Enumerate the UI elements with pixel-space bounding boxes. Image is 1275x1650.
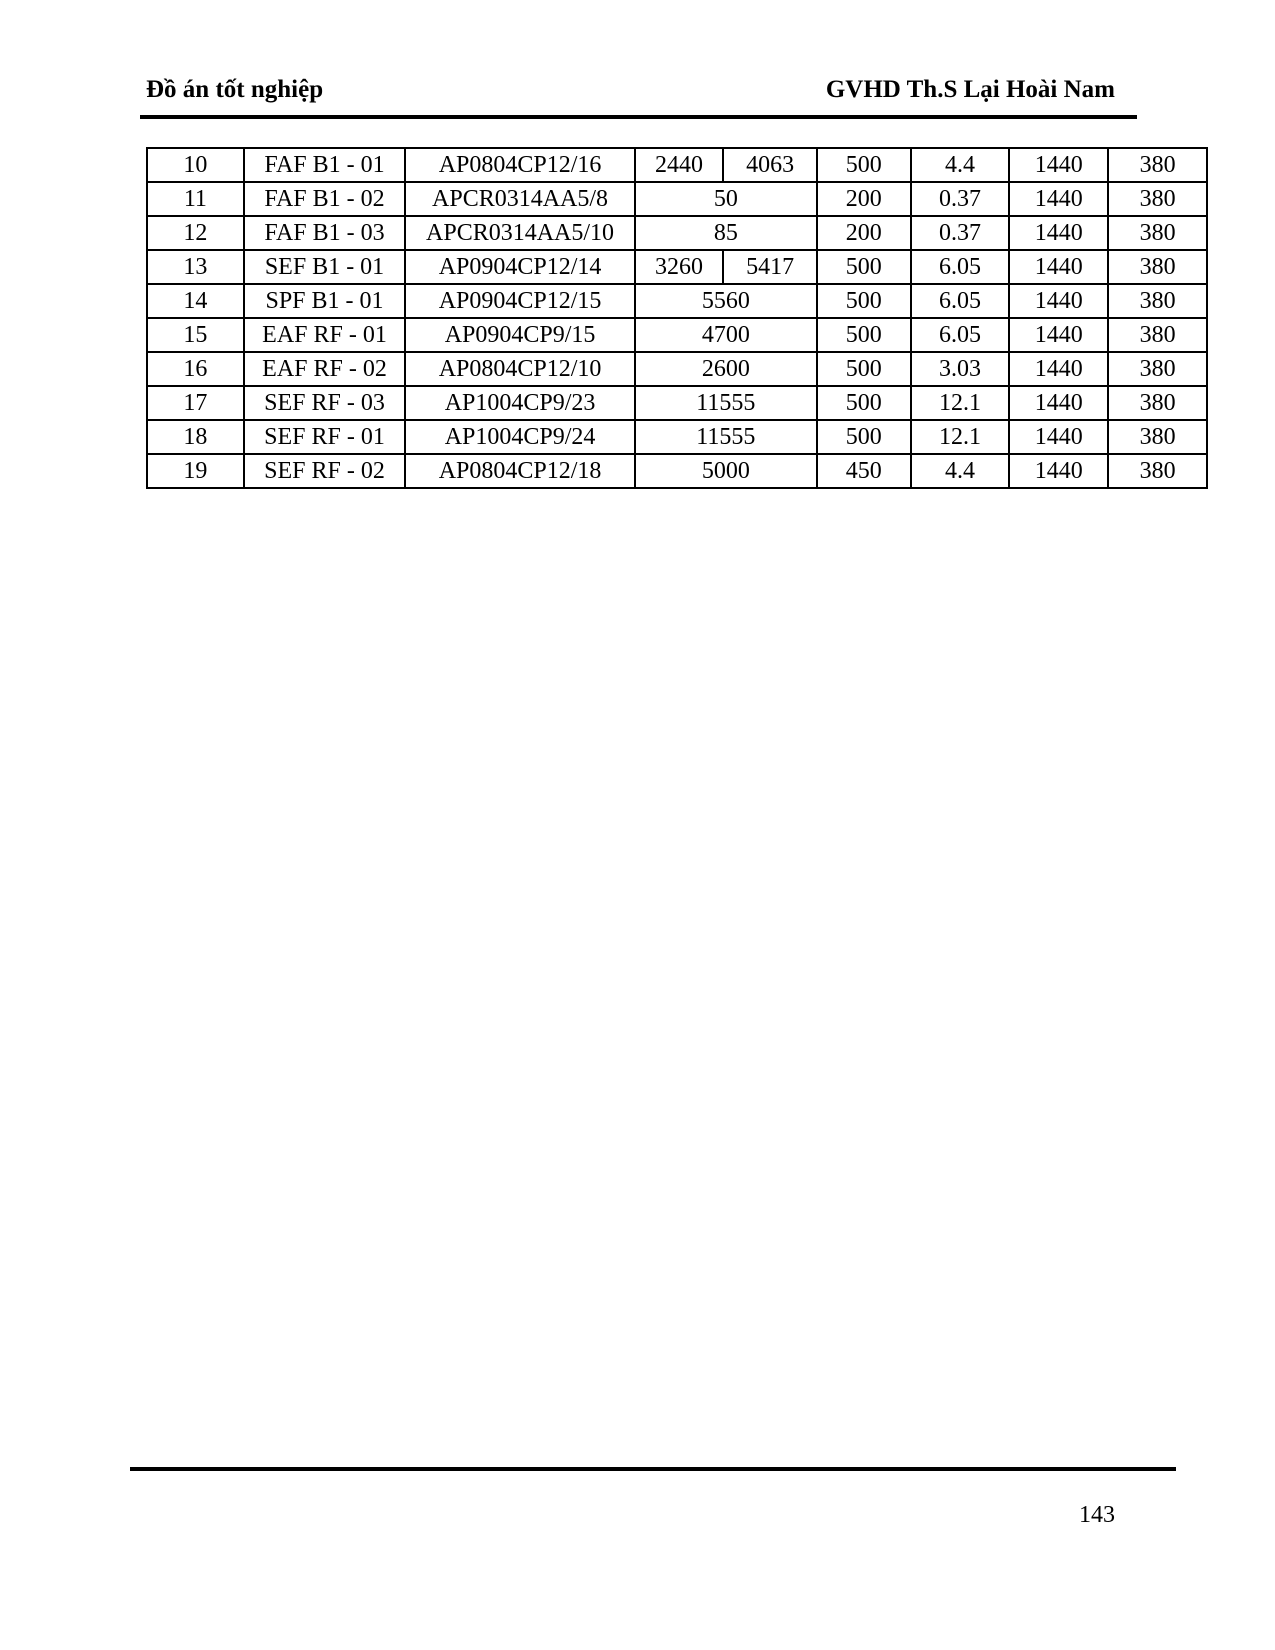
table-row [147,318,1207,352]
header-left-title: Đồ án tốt nghiệp [146,76,324,103]
pressure-cell: 500 [817,352,911,386]
table-row [147,284,1207,318]
row-number-cell: 11 [147,182,244,216]
pressure-cell: 200 [817,216,911,250]
fan-code-cell: EAF RF - 02 [244,352,406,386]
voltage-cell: 380 [1108,420,1207,454]
voltage-cell: 380 [1108,148,1207,182]
speed-cell: 1440 [1009,318,1108,352]
fan-model-cell: AP0904CP9/15 [405,318,634,352]
pressure-cell: 200 [817,182,911,216]
pressure-cell: 500 [817,148,911,182]
speed-cell: 1440 [1009,386,1108,420]
flow-cell: 11555 [635,386,817,420]
pressure-cell: 500 [817,318,911,352]
power-cell: 6.05 [911,318,1010,352]
speed-cell: 1440 [1009,352,1108,386]
fan-model-cell: AP0804CP12/10 [405,352,634,386]
table-body [147,148,1207,488]
fan-code-cell: SPF B1 - 01 [244,284,406,318]
fan-table [146,147,1208,489]
table-row [147,386,1207,420]
fan-model-cell: AP0804CP12/18 [405,454,634,488]
flow-cell: 2440 [635,148,724,182]
row-number-cell: 16 [147,352,244,386]
fan-code-cell: FAF B1 - 01 [244,148,406,182]
voltage-cell: 380 [1108,216,1207,250]
power-cell: 3.03 [911,352,1010,386]
speed-cell: 1440 [1009,420,1108,454]
header-rule [140,115,1137,119]
voltage-cell: 380 [1108,352,1207,386]
fan-code-cell: SEF RF - 02 [244,454,406,488]
table-row [147,216,1207,250]
row-number-cell: 12 [147,216,244,250]
row-number-cell: 10 [147,148,244,182]
power-cell: 6.05 [911,284,1010,318]
speed-cell: 1440 [1009,284,1108,318]
power-cell: 12.1 [911,386,1010,420]
footer-rule [130,1467,1176,1471]
fan-code-cell: FAF B1 - 03 [244,216,406,250]
pressure-cell: 500 [817,250,911,284]
speed-cell: 1440 [1009,454,1108,488]
table-row [147,420,1207,454]
voltage-cell: 380 [1108,386,1207,420]
fan-model-cell: AP0904CP12/14 [405,250,634,284]
fan-model-cell: APCR0314AA5/8 [405,182,634,216]
flow-cell: 4700 [635,318,817,352]
fan-model-cell: AP0904CP12/15 [405,284,634,318]
fan-model-cell: AP1004CP9/23 [405,386,634,420]
flow-cell: 11555 [635,420,817,454]
fan-code-cell: SEF B1 - 01 [244,250,406,284]
row-number-cell: 13 [147,250,244,284]
speed-cell: 1440 [1009,216,1108,250]
flow-cell: 5417 [723,250,817,284]
voltage-cell: 380 [1108,284,1207,318]
row-number-cell: 15 [147,318,244,352]
fan-code-cell: SEF RF - 03 [244,386,406,420]
row-number-cell: 19 [147,454,244,488]
voltage-cell: 380 [1108,250,1207,284]
fan-code-cell: EAF RF - 01 [244,318,406,352]
flow-cell: 5000 [635,454,817,488]
power-cell: 0.37 [911,216,1010,250]
power-cell: 12.1 [911,420,1010,454]
voltage-cell: 380 [1108,454,1207,488]
fan-model-cell: APCR0314AA5/10 [405,216,634,250]
table-row [147,250,1207,284]
power-cell: 4.4 [911,454,1010,488]
flow-cell: 3260 [635,250,724,284]
fan-code-cell: FAF B1 - 02 [244,182,406,216]
fan-code-cell: SEF RF - 01 [244,420,406,454]
power-cell: 6.05 [911,250,1010,284]
power-cell: 0.37 [911,182,1010,216]
voltage-cell: 380 [1108,182,1207,216]
speed-cell: 1440 [1009,148,1108,182]
table-row [147,182,1207,216]
fan-model-cell: AP1004CP9/24 [405,420,634,454]
pressure-cell: 500 [817,284,911,318]
power-cell: 4.4 [911,148,1010,182]
row-number-cell: 14 [147,284,244,318]
speed-cell: 1440 [1009,250,1108,284]
fan-model-cell: AP0804CP12/16 [405,148,634,182]
flow-cell: 5560 [635,284,817,318]
flow-cell: 2600 [635,352,817,386]
pressure-cell: 450 [817,454,911,488]
row-number-cell: 18 [147,420,244,454]
table-row [147,454,1207,488]
speed-cell: 1440 [1009,182,1108,216]
pressure-cell: 500 [817,386,911,420]
voltage-cell: 380 [1108,318,1207,352]
header-right-title: GVHD Th.S Lại Hoài Nam [825,76,1115,103]
table-row [147,352,1207,386]
flow-cell: 4063 [723,148,817,182]
flow-cell: 50 [635,182,817,216]
pressure-cell: 500 [817,420,911,454]
page-number: 143 [1079,1502,1115,1528]
flow-cell: 85 [635,216,817,250]
table-row [147,148,1207,182]
row-number-cell: 17 [147,386,244,420]
